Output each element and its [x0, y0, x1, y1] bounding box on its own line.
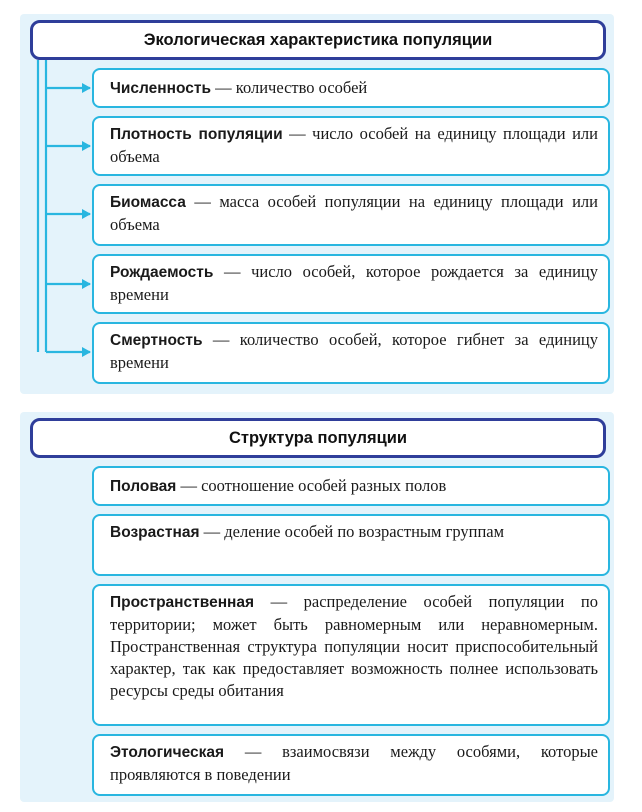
characteristic-box-1: [92, 68, 610, 108]
item-term: Плотность популяции: [110, 126, 283, 143]
structure-box-2: [92, 514, 610, 576]
characteristic-box-2: [92, 116, 610, 176]
item-term: Рождаемость: [110, 264, 214, 281]
section-2-title: Структура популяции: [228, 428, 408, 447]
characteristic-box-5: [92, 322, 610, 384]
item-term: Пространственная: [110, 594, 255, 611]
item-term: Биомасса: [110, 194, 186, 211]
item-definition: — масса особей популяции на единицу площади или объема: [110, 192, 598, 234]
structure-box-3: [92, 584, 610, 726]
structure-box-1: [92, 466, 610, 506]
section-2-header: [30, 418, 606, 458]
item-definition: — количество особей, которое гибнет за единицу времени: [110, 330, 598, 372]
characteristic-box-3: [92, 184, 610, 246]
item-term: Возрастная: [110, 524, 200, 541]
item-definition: — соотношение особей разных полов: [176, 476, 447, 495]
characteristic-box-4: [92, 254, 610, 314]
item-definition: — взаимосвязи между особями, которые проявляются в поведении: [110, 742, 598, 784]
item-definition: — число особей, которое рождается за единицу времени: [110, 262, 598, 304]
section-1-title: Экологическая характеристика популяции: [143, 30, 493, 49]
structure-box-4: [92, 734, 610, 796]
item-definition: — количество особей: [211, 78, 368, 97]
item-definition: — распределение особей популяции по территории; может быть равномерным или неравномерным. Пространственная структура популяции носит приспособительный характер, так как предоставляет возможность полнее использовать ресурсы среды обитания: [110, 592, 598, 700]
item-term: Этологическая: [110, 744, 225, 761]
item-term: Смертность: [110, 332, 203, 349]
item-term: Половая: [110, 478, 177, 495]
item-definition: — деление особей по возрастным группам: [199, 522, 505, 541]
item-term: Численность: [110, 80, 212, 97]
item-definition: — число особей на единицу площади или объема: [110, 124, 598, 166]
